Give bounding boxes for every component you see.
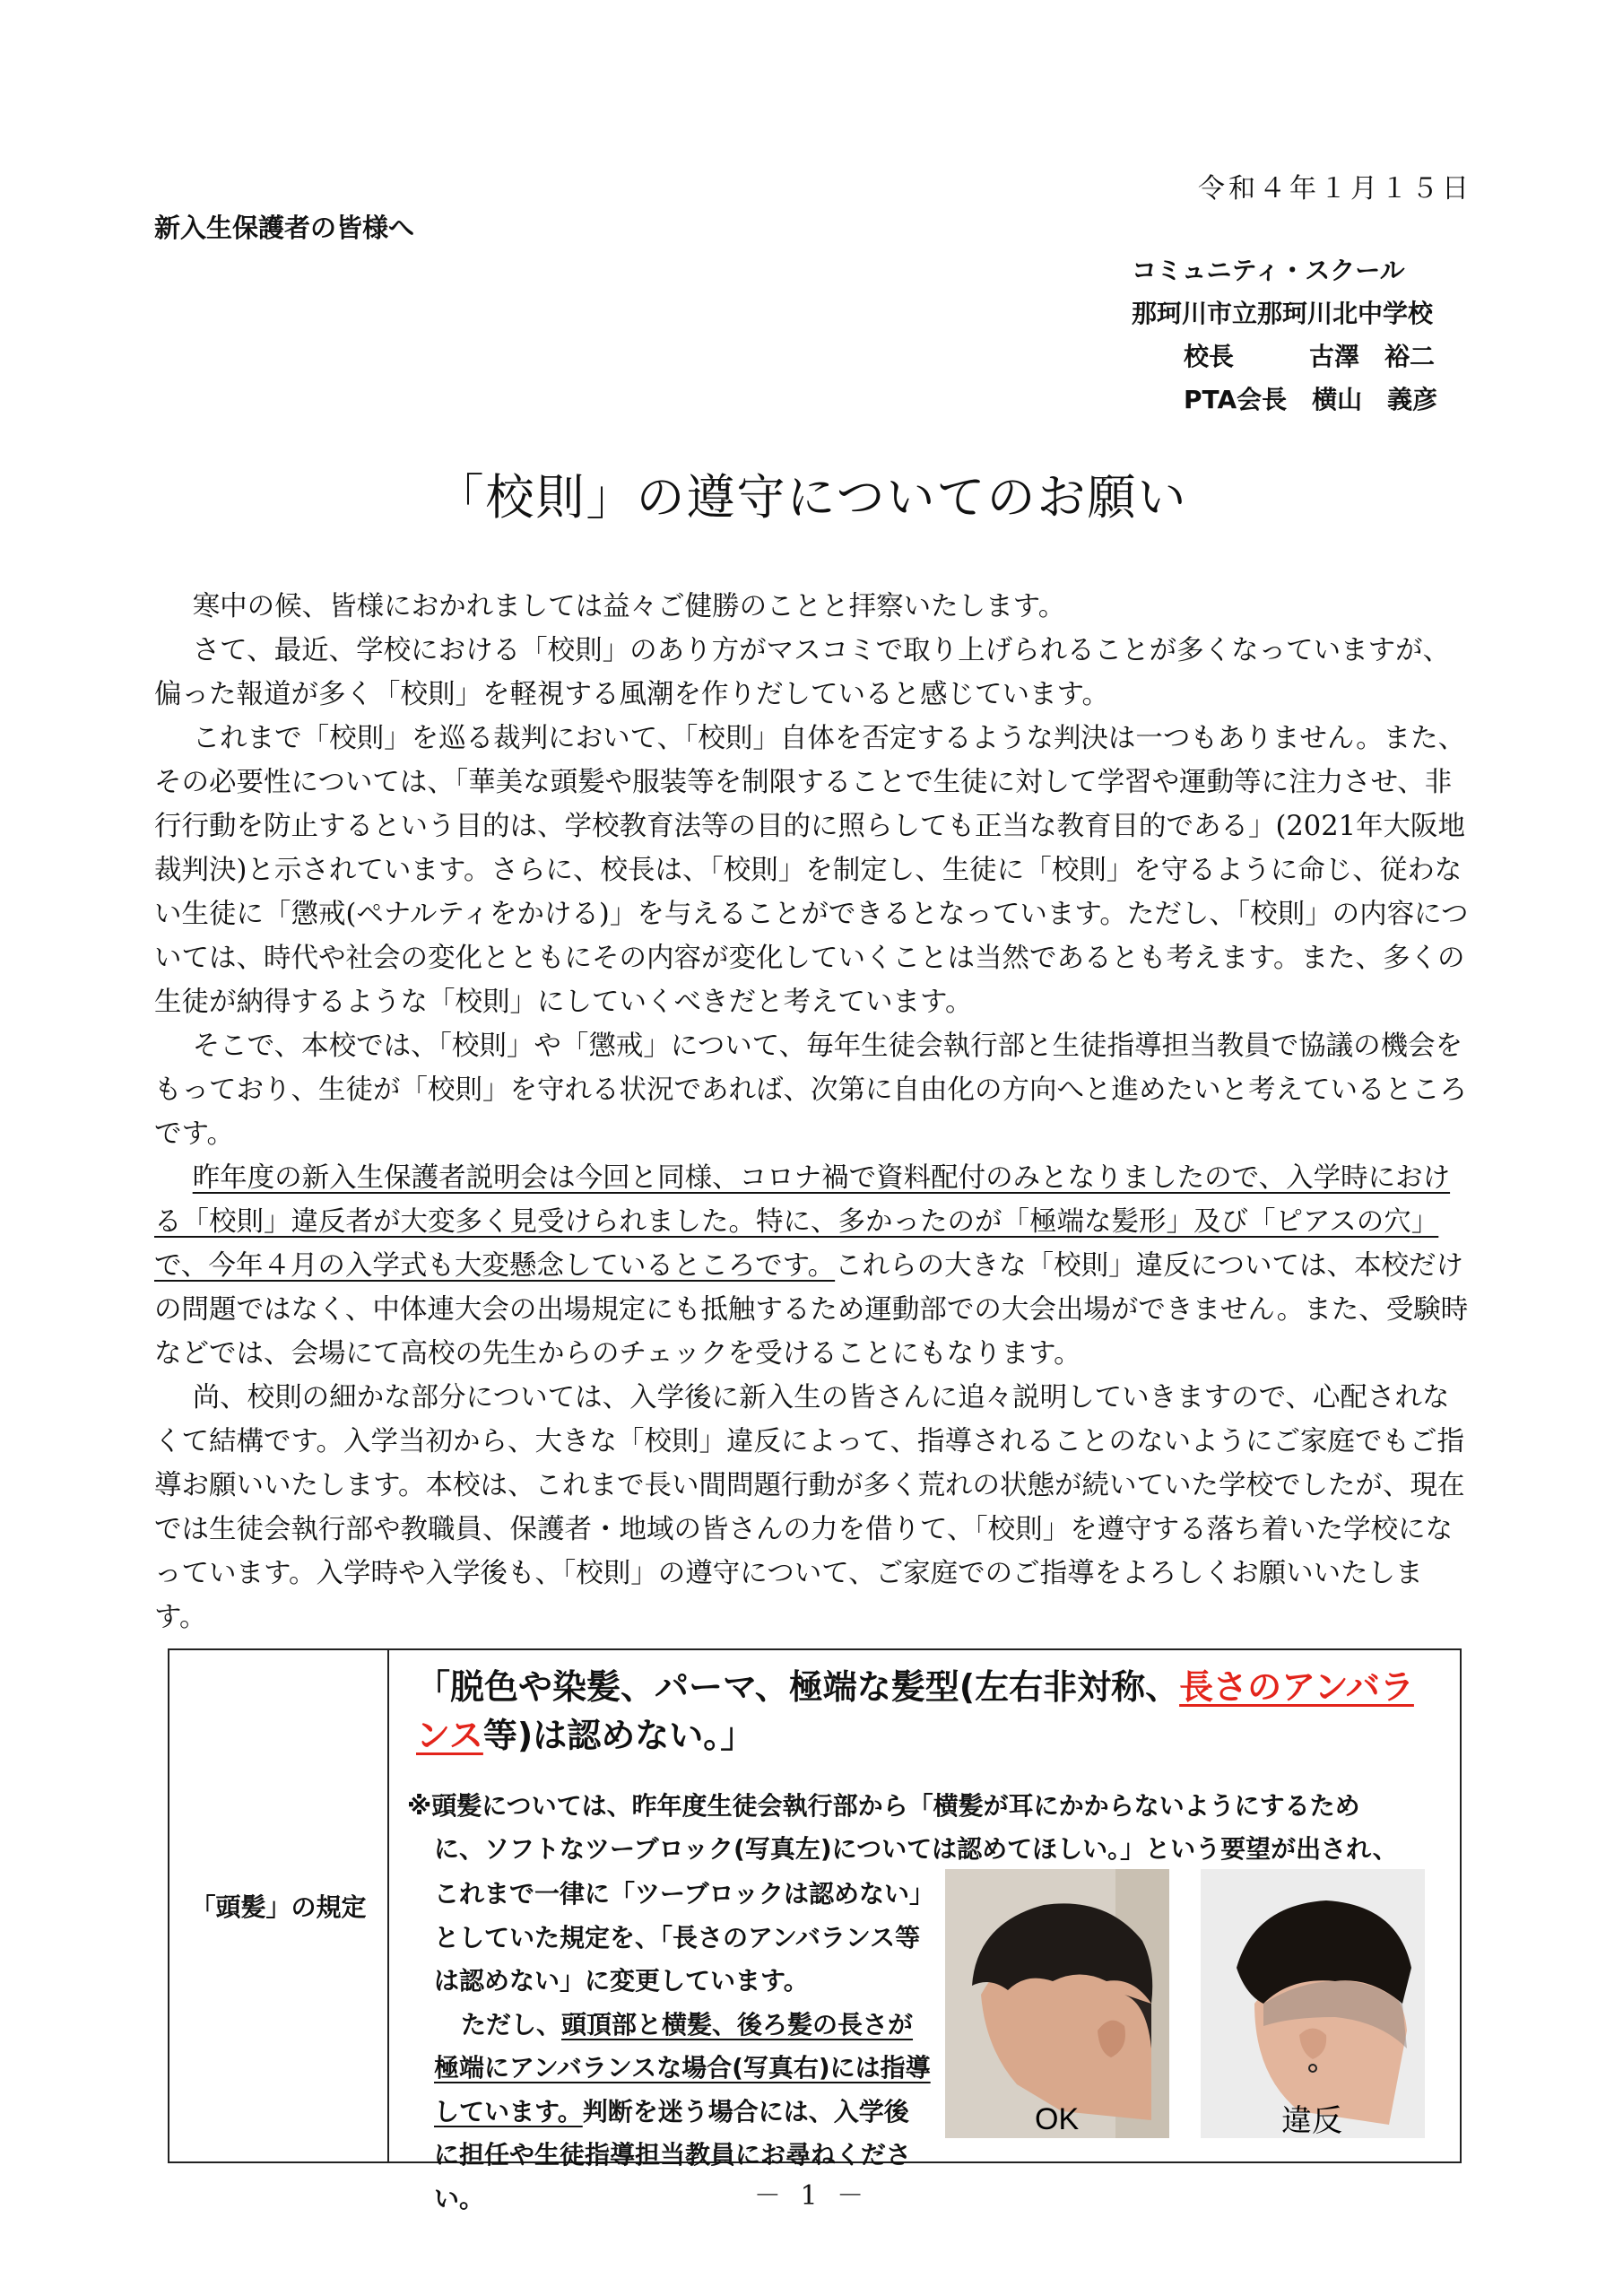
paragraph-request: 尚、校則の細かな部分については、入学後に新入生の皆さんに追々説明していきますので、心配されなくて結構です。入学当初から、大きな「校則」違反によって、指導されることのないようにご家庭でもご指導お願いいたします。本校は、これまで長い間問題行動が多く荒れの状態が続いていた学校でしたが、現在では生徒会執行部や教職員、保護者・地域の皆さんの力を借りて、「校則」を遵守する落ち着いた学校になっています。入学時や入学後も、「校則」の遵守について、ご家庭でのご指導をよろしくお願いいたします。	[154, 1382, 1465, 1633]
photo-ok-hairstyle	[945, 1869, 1169, 2138]
ng-label: 違反	[1281, 2103, 1342, 2138]
hair-rule-table	[168, 1648, 1462, 2213]
sender-pta: PTA会長 横山 義彦	[1184, 385, 1438, 414]
paragraph-court: これまで「校則」を巡る裁判において、「校則」自体を否定するような判決は一つもありません。また、その必要性については、「華美な頭髪や服装等を制限することで生徒に対して学習や運動等に注力させ、非行行動を防止するという目的は、学校教育法等の目的に照らしても正当な教育目的である」(2021年大阪地裁判決)と示されています。さらに、校長は、「校則」を制定し、生徒に「校則」を守るように命じ、従わない生徒に「懲戒(ペナルティをかける)」を与えることができるとなっています。ただし、「校則」の内容については、時代や社会の変化とともにその内容が変化していくことは当然であるとも考えます。また、多くの生徒が納得するような「校則」にしていくべきだと考えています。	[154, 723, 1469, 1018]
rule-note-ask: 判断を迷う場合には、入学後に担任や生徒指導担当教員にお尋ねください。	[434, 2096, 912, 2213]
underlined-text: 昨年度の新入生保護者説明会は今回と同様、コロナ禍で資料配付のみとなりましたので、入学時における「校則」違反者が大変多く見受けられました。特に、多かったのが「極端な髪形」及び「ピアスの穴」で、今年４月の入学式も大変懸念しているところです。	[154, 1162, 1451, 1282]
rule-text-b: 等)は認めない。」	[482, 1716, 755, 1755]
sender-school: 那珂川市立那珂川北中学校	[1132, 299, 1434, 328]
rule-note-change: これまで一律に「ツーブロックは認めない」としていた規定を、「長さのアンバランス等は認めない」に変更しています。	[434, 1879, 923, 1996]
rule-heading: 「頭髪」の規定	[169, 1650, 389, 2161]
rule-note-line2: に、ソフトなツーブロック(写真左)については認めてほしい。」という要望が出され、	[434, 1834, 1398, 1864]
page-number: － 1 －	[753, 2180, 870, 2212]
paragraph-violations-rest: これらの大きな「校則」違反については、本校だけの問題ではなく、中体連大会の出場規定にも抵触するため運動部での大会出場ができません。また、受験時などでは、会場にて高校の先生からのチェックを受けることにもなります。	[154, 1250, 1469, 1370]
ok-label: OK	[1035, 2102, 1080, 2136]
addressee: 新入生保護者の皆様へ	[154, 213, 415, 243]
paragraph-greeting: 寒中の候、皆様におかれましては益々ご健勝のことと拝察いたします。	[192, 591, 1066, 622]
rule-statement	[416, 1663, 1438, 1760]
rule-note-underlined: 頭頂部と横髪、後ろ髪の長さが極端にアンバランスな場合(写真右)には指導しています。	[434, 2009, 931, 2126]
hairstyle-ng-image	[1201, 1869, 1425, 2138]
paragraph-policy: そこで、本校では、「校則」や「懲戒」について、毎年生徒会執行部と生徒指導担当教員で協議の機会をもっており、生徒が「校則」を守れる状況であれば、次第に自由化の方向へと進めたいと考えているところです。	[154, 1031, 1467, 1150]
paragraph-media: さて、最近、学校における「校則」のあり方がマスコミで取り上げられることが多くなっていますが、偏った報道が多く「校則」を軽視する風潮を作りだしていると感じています。	[154, 635, 1451, 710]
photo-ng-hairstyle	[1201, 1869, 1425, 2138]
sender-block	[1132, 249, 1437, 422]
rule-note-detail	[434, 1873, 932, 2221]
rule-note-however: ただし、	[461, 2009, 562, 2039]
document-title: 「校則」の遵守についてのお願い	[435, 469, 1188, 526]
paragraph-violations	[154, 1156, 1472, 1376]
rule-text-a: 「脱色や染髪、パーマ、極端な髪型(左右非対称、	[416, 1667, 1180, 1707]
rule-note-line1: ※頭髪については、昨年度生徒会執行部から「横髪が耳にかからないようにするため	[407, 1791, 1360, 1821]
hairstyle-ok-image	[945, 1869, 1169, 2138]
rule-note-intro	[407, 1785, 1456, 1871]
rule-highlight: 長さのアンバランス	[416, 1667, 1414, 1755]
document-body	[154, 585, 1472, 1639]
date: 令和４年１月１５日	[1198, 173, 1472, 204]
sender-principal: 校長 古澤 裕二	[1184, 342, 1436, 371]
sender-org: コミュニティ・スクール	[1132, 256, 1405, 285]
